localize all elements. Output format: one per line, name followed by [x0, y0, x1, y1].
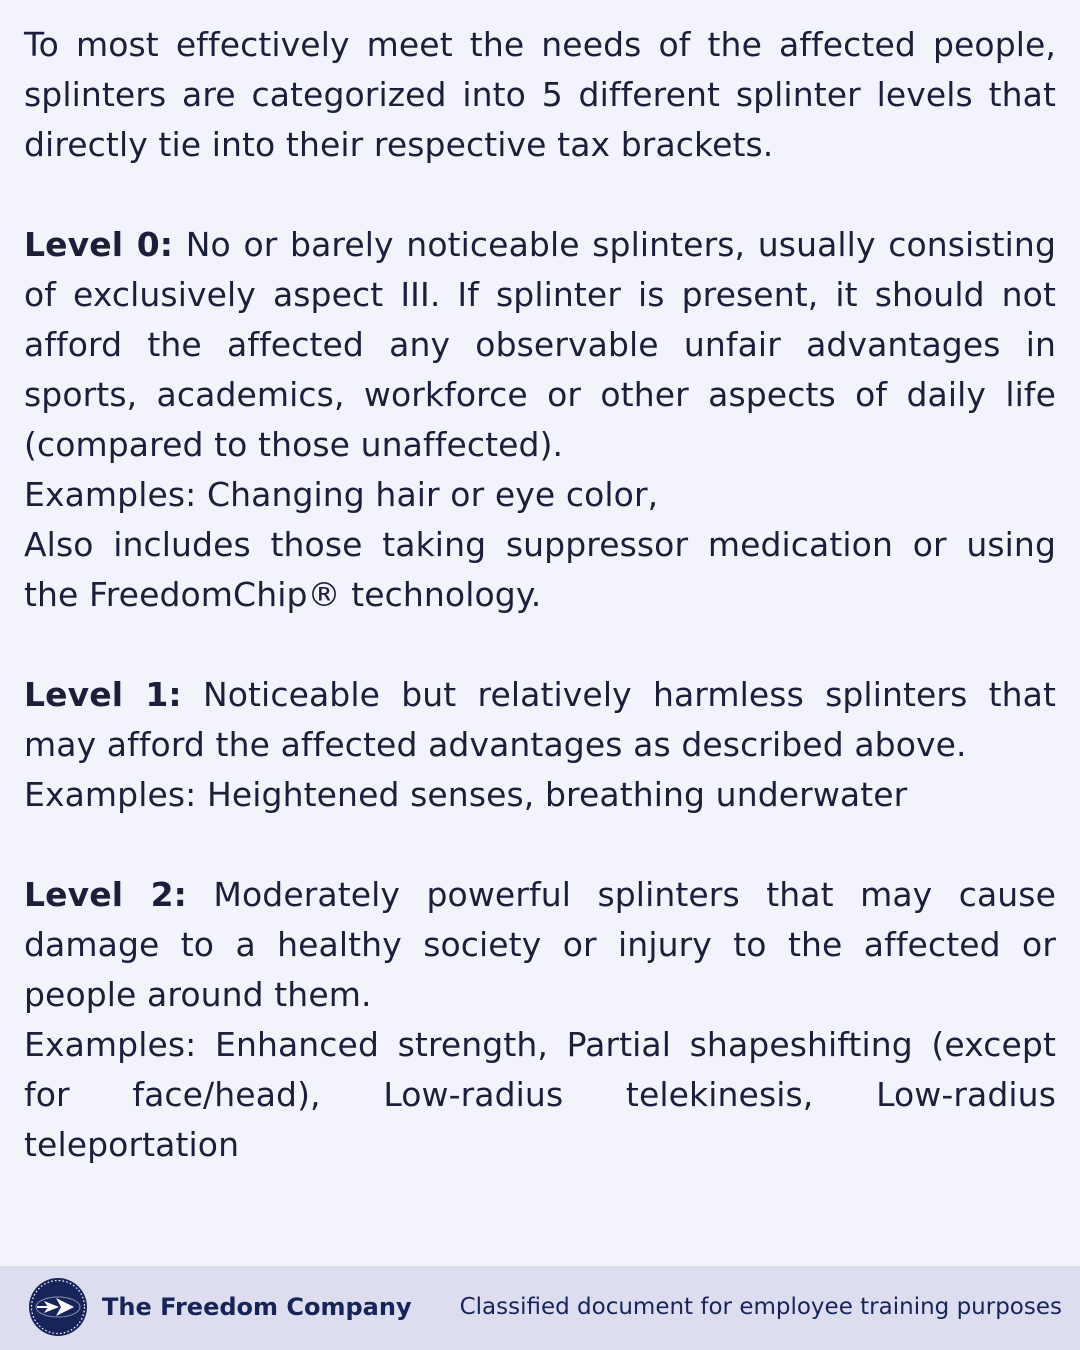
- paragraph-gap: [24, 620, 1056, 670]
- level-0-examples: Examples: Changing hair or eye color,: [24, 475, 659, 514]
- level-1-label: Level 1:: [24, 675, 182, 714]
- classification-note: Classified document for employee training purposes: [459, 1294, 1062, 1320]
- paragraph-gap: [24, 170, 1056, 220]
- level-1-description: Noticeable but relatively harmless splinters that may afford the affected advantages as described above.: [24, 675, 1057, 764]
- company-name: The Freedom Company: [102, 1293, 412, 1321]
- intro-paragraph: To most effectively meet the needs of the affected people, splinters are categorized into 5 different splinter levels that directly tie into their respective tax brackets.: [24, 25, 1056, 164]
- document-body: [24, 20, 1056, 1170]
- freedom-company-logo-icon: [28, 1277, 88, 1337]
- footer-bar: [0, 1266, 1080, 1350]
- level-2-label: Level 2:: [24, 875, 187, 914]
- level-0-paragraph: [24, 220, 1056, 470]
- level-0-extra: Also includes those taking suppressor medication or using the FreedomChip® technology.: [24, 525, 1056, 614]
- paragraph-gap: [24, 820, 1056, 870]
- level-0-label: Level 0:: [24, 225, 174, 264]
- level-0-description: No or barely noticeable splinters, usually consisting of exclusively aspect III. If splinter is present, it should not afford the affected any observable unfair advantages in sports, academics, workforce or other aspects of daily life (compared to those unaffected).: [24, 225, 1056, 464]
- level-2-examples: Examples: Enhanced strength, Partial shapeshifting (except for face/head), Low-radius telekinesis, Low-radius teleportation: [24, 1025, 1056, 1164]
- level-1-paragraph: [24, 670, 1056, 770]
- level-1-examples: Examples: Heightened senses, breathing underwater: [24, 775, 908, 814]
- level-2-description: Moderately powerful splinters that may cause damage to a healthy society or injury to the affected or people around them.: [24, 875, 1057, 1014]
- level-2-paragraph: [24, 870, 1056, 1020]
